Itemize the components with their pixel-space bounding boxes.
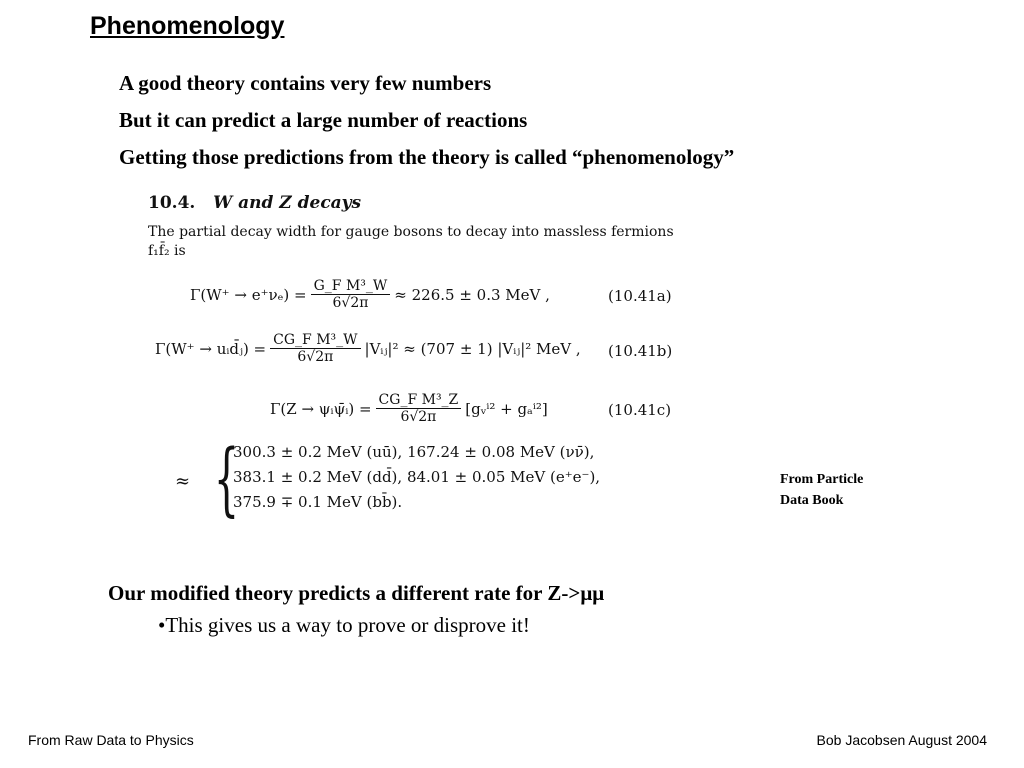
bullet-3: Getting those predictions from the theory is called “phenomenology” — [119, 145, 735, 169]
left-brace-glyph: { — [213, 432, 240, 525]
footer-right: Bob Jacobsen August 2004 — [816, 732, 987, 748]
pdb-scan-excerpt — [140, 185, 710, 530]
sub-bullet: •This gives us a way to prove or disprove it! — [158, 613, 530, 637]
equation-a — [190, 278, 550, 311]
source-note-line-2: Data Book — [780, 493, 844, 508]
eq-b-den: 6√2π — [297, 349, 334, 365]
source-note-line-1: From Particle — [780, 472, 864, 487]
bullet-2: But it can predict a large number of reactions — [119, 108, 528, 132]
section-number: 10.4. — [148, 193, 196, 213]
eq-a-den: 6√2π — [332, 295, 369, 311]
eq-a-lhs: Γ(W⁺ → e⁺νₑ) = — [190, 285, 307, 304]
source-note — [780, 469, 863, 511]
eq-b-lhs: Γ(W⁺ → uᵢd̄ⱼ) = — [155, 339, 267, 358]
bullet-1: A good theory contains very few numbers — [119, 71, 492, 95]
slide-title: Phenomenology — [90, 12, 285, 40]
equation-b — [155, 332, 581, 365]
eq-c-rhs: [gᵥⁱ² + gₐⁱ²] — [465, 399, 548, 418]
eq-a-rhs: ≈ 226.5 ± 0.3 MeV , — [394, 285, 550, 304]
z-decay-row-1: 300.3 ± 0.2 MeV (uū), 167.24 ± 0.08 MeV (νν̄), — [233, 443, 595, 461]
eq-c-den: 6√2π — [400, 409, 437, 425]
eq-c-num: CG_F M³_Z — [376, 392, 462, 409]
footer-left: From Raw Data to Physics — [28, 732, 194, 748]
approx-symbol: ≈ — [175, 471, 191, 492]
z-decay-values — [175, 432, 601, 525]
eq-a-num: G_F M³_W — [311, 278, 391, 295]
modified-theory-line: Our modified theory predicts a different rate for Z->μμ — [108, 581, 605, 605]
eq-c-lhs: Γ(Z → ψᵢψ̄ᵢ) = — [270, 399, 372, 418]
z-decay-row-3: 375.9 ∓ 0.1 MeV (bb̄). — [233, 493, 403, 511]
eq-c-label: (10.41c) — [608, 401, 672, 419]
intro-text: The partial decay width for gauge bosons to decay into massless fermions f₁f̄₂ is — [148, 224, 674, 259]
eq-a-label: (10.41a) — [608, 287, 672, 305]
eq-b-label: (10.41b) — [608, 342, 673, 360]
z-decay-row-2: 383.1 ± 0.2 MeV (dd̄), 84.01 ± 0.05 MeV (e⁺e⁻), — [233, 468, 601, 486]
section-heading — [148, 193, 361, 213]
section-title: W and Z decays — [213, 193, 362, 213]
eq-b-num: CG_F M³_W — [270, 332, 360, 349]
equation-c — [270, 392, 548, 425]
eq-b-rhs: |Vᵢⱼ|² ≈ (707 ± 1) |Vᵢⱼ|² MeV , — [364, 339, 581, 358]
